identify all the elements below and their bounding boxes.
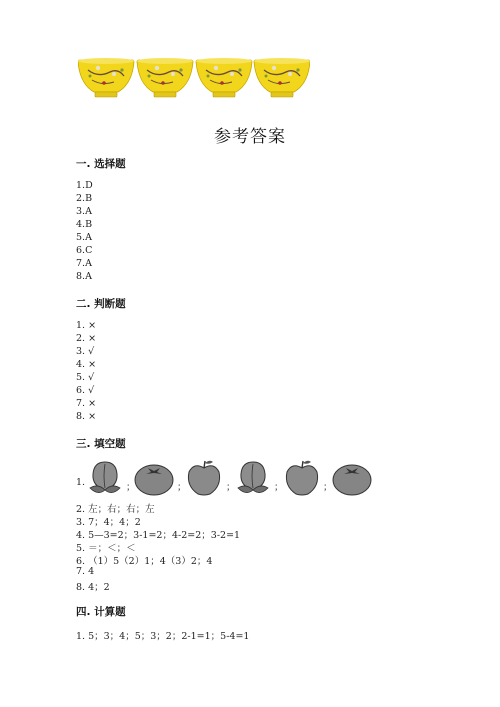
answer-line: 3.A: [76, 206, 92, 217]
peach-icon: [86, 458, 124, 498]
answer-line: 5.A: [76, 232, 92, 243]
answer-line: 2. ×: [76, 333, 97, 344]
answer-line: 4.B: [76, 219, 93, 230]
answer-label: 1.: [76, 477, 86, 488]
tomato-icon: [132, 460, 176, 498]
section-heading-choice: 一. 选择题: [76, 158, 126, 170]
answer-line: 1. 5；3；4；5；3；2；2-1=1；5-4=1: [76, 631, 250, 642]
answer-line: 3. 7；4；4；2: [76, 517, 141, 528]
answer-line: 4. 5—3=2；3-1=2；4-2=2；3-2=1: [76, 530, 241, 541]
answer-line: 8. 4；2: [76, 582, 110, 593]
answer-line: 4. ×: [76, 359, 97, 370]
answer-line: 5. √: [76, 372, 95, 383]
apple-icon: [282, 458, 322, 498]
answer-line: 8. ×: [76, 411, 97, 422]
answer-line: 7. 4: [76, 566, 95, 577]
fruit-sequence: [76, 458, 396, 498]
answer-line: 2. 左；右；右；左: [76, 504, 155, 515]
answer-line: 1.D: [76, 180, 93, 191]
answer-line: 3. √: [76, 346, 95, 357]
peach-icon: [234, 458, 272, 498]
section-heading-calc: 四. 计算题: [76, 606, 126, 618]
answer-line: 5. ＝；＜；＜: [76, 543, 136, 554]
answer-line: 6. √: [76, 385, 95, 396]
apple-icon: [184, 458, 224, 498]
tomato-icon: [330, 460, 374, 498]
bowls-image: [78, 56, 310, 98]
section-heading-judge: 二. 判断题: [76, 298, 126, 310]
separator: ；: [226, 482, 236, 493]
answer-line: 6. （1）5（2）1；4（3）2；4: [76, 556, 213, 567]
separator: ；: [177, 482, 187, 493]
answer-line: 8.A: [76, 271, 92, 282]
page-title: 参考答案: [214, 127, 286, 147]
answer-line: 6.C: [76, 245, 93, 256]
answer-line: 1. ×: [76, 320, 97, 331]
answer-line: 7. ×: [76, 398, 97, 409]
separator: ；: [126, 482, 136, 493]
answer-line: 7.A: [76, 258, 92, 269]
separator: ；: [274, 482, 284, 493]
section-heading-fill: 三. 填空题: [76, 438, 126, 450]
answer-line: 2.B: [76, 193, 93, 204]
separator: ；: [323, 482, 333, 493]
